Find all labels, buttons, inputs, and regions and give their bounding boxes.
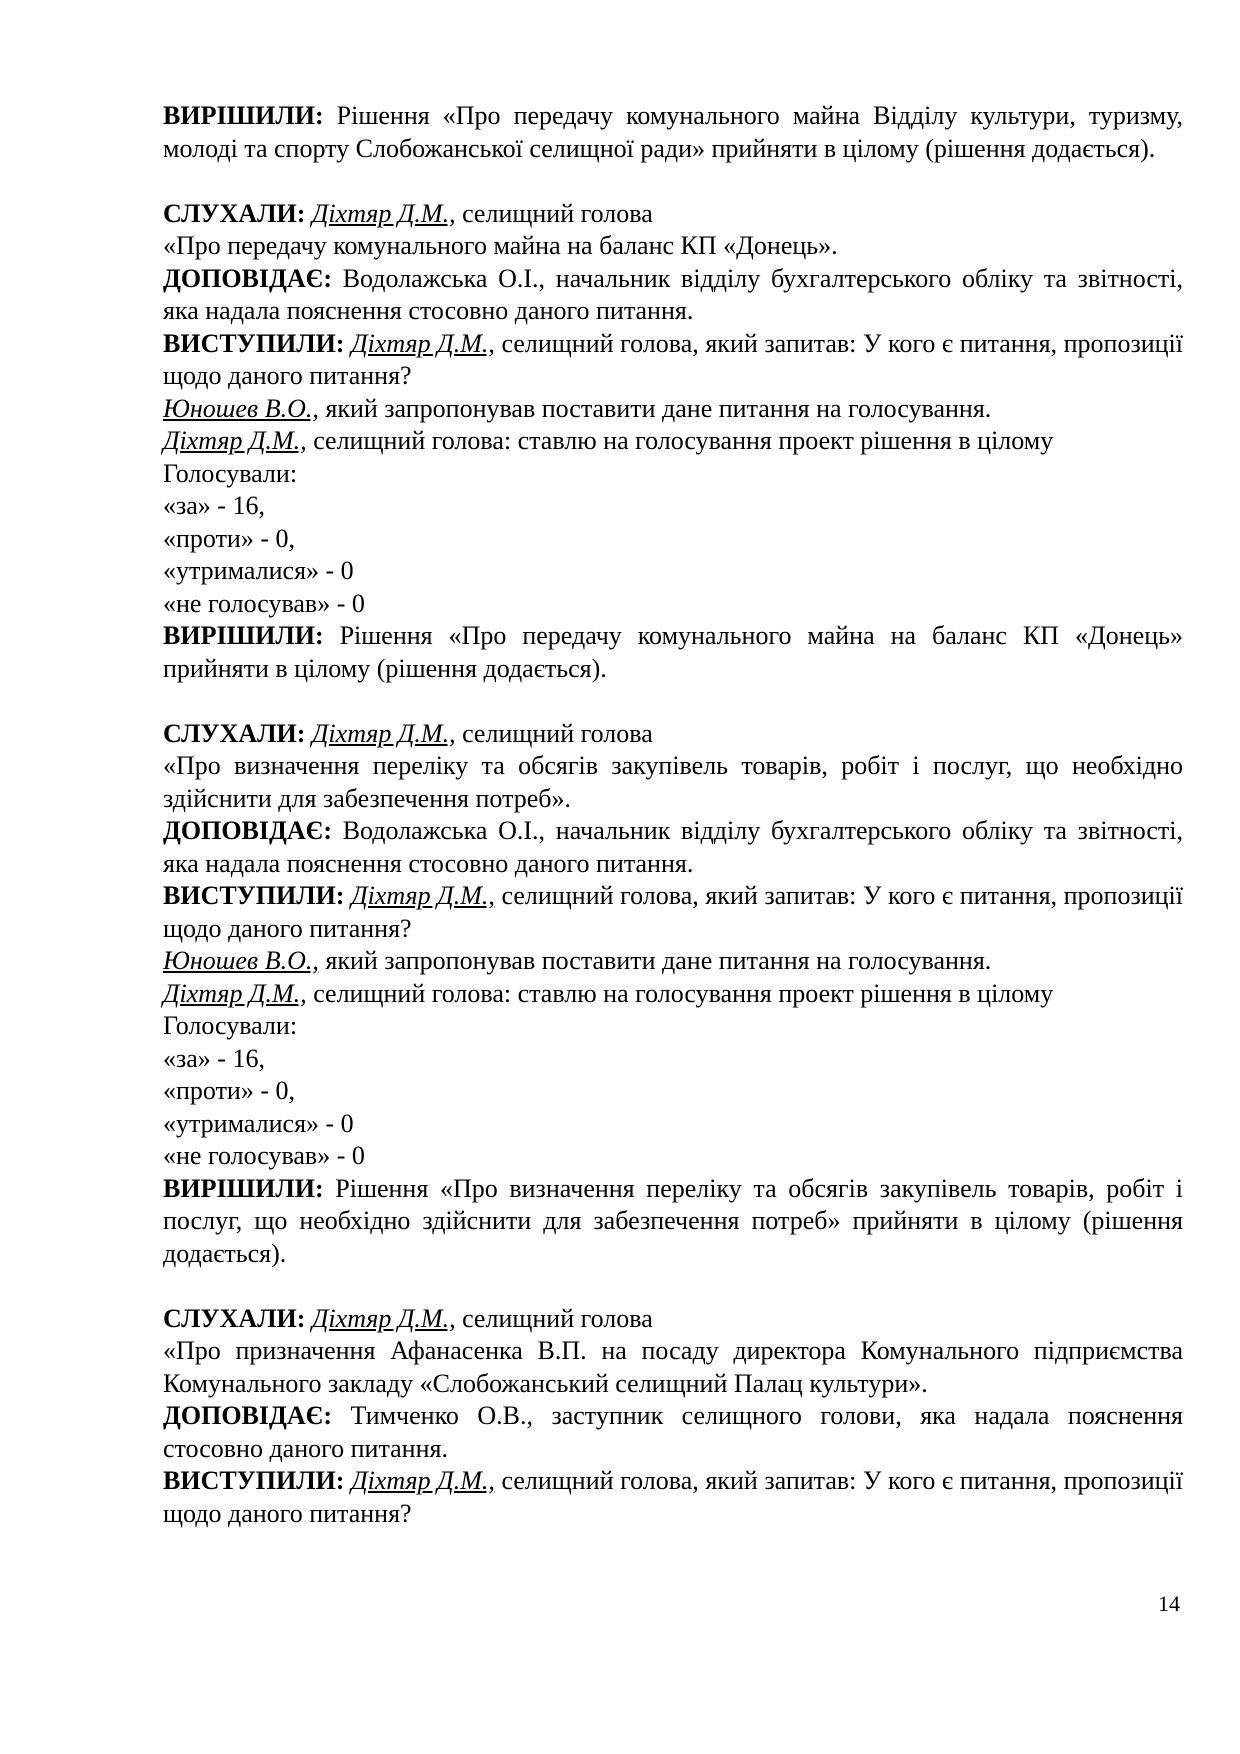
vote-against: «проти» - 0, xyxy=(163,523,296,553)
vote-not-voted: «не голосував» - 0 xyxy=(163,588,365,618)
speaker-name: Діхтяр Д.М., xyxy=(351,881,495,910)
heard-line xyxy=(163,198,1183,231)
chair-name: Діхтяр Д.М., xyxy=(163,426,307,455)
heard-label: СЛУХАЛИ: xyxy=(163,718,306,748)
chair-text: селищний голова: ставлю на голосування проект рішення в цілому xyxy=(306,978,1054,1008)
spoke-paragraph xyxy=(163,328,1183,393)
chair-line xyxy=(163,978,1183,1011)
proposer-line xyxy=(163,393,1183,426)
voted-heading: Голосували: xyxy=(163,458,298,488)
proposer-line xyxy=(163,945,1183,978)
chair-name: Діхтяр Д.М., xyxy=(163,978,307,1008)
reports-paragraph xyxy=(163,1400,1183,1465)
decision-paragraph xyxy=(163,100,1183,165)
reports-text: Тимченко О.В., заступник селищного голови, яка надала пояснення стосовно даного питання. xyxy=(163,1401,1183,1463)
vote-for: «за» - 16, xyxy=(163,1043,265,1073)
spoke-label: ВИСТУПИЛИ: xyxy=(163,881,345,910)
topic-paragraph: «Про визначення переліку та обсягів закупівель товарів, робіт і послуг, що необхідно здійснити для забезпечення потреб». xyxy=(163,751,1183,813)
spoke-label: ВИСТУПИЛИ: xyxy=(163,1466,345,1495)
chair-line xyxy=(163,425,1183,458)
speaker-role: селищний голова xyxy=(455,198,653,228)
proposer-text: який запропонував поставити дане питання на голосування. xyxy=(318,393,992,423)
reports-paragraph xyxy=(163,263,1183,328)
reports-paragraph xyxy=(163,815,1183,880)
speaker-name: Діхтяр Д.М., xyxy=(351,1466,495,1495)
document-page xyxy=(163,100,1183,1530)
spoke-label: ВИСТУПИЛИ: xyxy=(163,328,345,358)
reports-label: ДОПОВІДАЄ: xyxy=(163,1401,332,1430)
decided-label: ВИРІШИЛИ: xyxy=(163,621,324,650)
decided-text: Рішення «Про визначення переліку та обсягів закупівель товарів, робіт і послуг, що необхідно здійснити для забезпечення потреб» прийняти в цілому (рішення додається). xyxy=(163,1173,1183,1268)
reports-label: ДОПОВІДАЄ: xyxy=(163,263,332,293)
spoke-text: селищний голова, який запитав: У кого є питання, пропозиції щодо даного питання? xyxy=(163,328,1184,390)
proposer-name: Юношев В.О., xyxy=(163,393,319,423)
spoke-text: селищний голова, який запитав: У кого є питання, пропозиції щодо даного питання? xyxy=(163,881,1184,943)
vote-for: «за» - 16, xyxy=(163,491,265,520)
topic-paragraph: «Про призначення Афанасенка В.П. на посаду директора Комунального підприємства Комунального закладу «Слобожанський селищний Палац культури». xyxy=(163,1336,1183,1398)
proposer-name: Юношев В.О., xyxy=(163,946,319,975)
speaker-name: Діхтяр Д.М., xyxy=(311,198,456,228)
heard-label: СЛУХАЛИ: xyxy=(163,1303,306,1333)
vote-against: «проти» - 0, xyxy=(163,1076,296,1105)
heard-label: СЛУХАЛИ: xyxy=(163,198,306,228)
speaker-name: Діхтяр Д.М., xyxy=(311,1303,456,1333)
proposer-text: який запропонував поставити дане питання на голосування. xyxy=(318,946,992,975)
speaker-role: селищний голова xyxy=(455,718,653,748)
decided-text: Рішення «Про передачу комунального майна Відділу культури, туризму, молоді та спорту Слобожанської селищної ради» прийняти в цілому (рішення додається). xyxy=(163,101,1184,163)
spoke-paragraph xyxy=(163,1465,1183,1530)
decision-paragraph xyxy=(163,620,1183,685)
speaker-name: Діхтяр Д.М., xyxy=(311,718,456,748)
vote-abstained: «утрималися» - 0 xyxy=(163,1108,354,1138)
reports-label: ДОПОВІДАЄ: xyxy=(163,816,332,845)
speaker-role: селищний голова xyxy=(455,1303,653,1333)
spoke-text: селищний голова, який запитав: У кого є питання, пропозиції щодо даного питання? xyxy=(163,1466,1184,1528)
spoke-paragraph xyxy=(163,880,1183,945)
decided-label: ВИРІШИЛИ: xyxy=(163,101,324,130)
heard-line xyxy=(163,718,1183,751)
voted-heading: Голосували: xyxy=(163,1011,298,1040)
heard-line xyxy=(163,1303,1183,1336)
decision-paragraph xyxy=(163,1173,1183,1271)
vote-not-voted: «не голосував» - 0 xyxy=(163,1141,365,1170)
reports-text: Водолажська О.І., начальник відділу бухгалтерського обліку та звітності, яка надала пояснення стосовно даного питання. xyxy=(163,263,1183,325)
speaker-name: Діхтяр Д.М., xyxy=(351,328,495,358)
page-number: 14 xyxy=(1158,1591,1180,1616)
decided-text: Рішення «Про передачу комунального майна на баланс КП «Донець» прийняти в цілому (рішення додається). xyxy=(163,621,1183,683)
vote-abstained: «утрималися» - 0 xyxy=(163,556,354,585)
chair-text: селищний голова: ставлю на голосування проект рішення в цілому xyxy=(306,426,1054,455)
reports-text: Водолажська О.І., начальник відділу бухгалтерського обліку та звітності, яка надала пояснення стосовно даного питання. xyxy=(163,816,1183,878)
decided-label: ВИРІШИЛИ: xyxy=(163,1173,324,1203)
topic-paragraph: «Про передачу комунального майна на баланс КП «Донець». xyxy=(163,231,838,260)
